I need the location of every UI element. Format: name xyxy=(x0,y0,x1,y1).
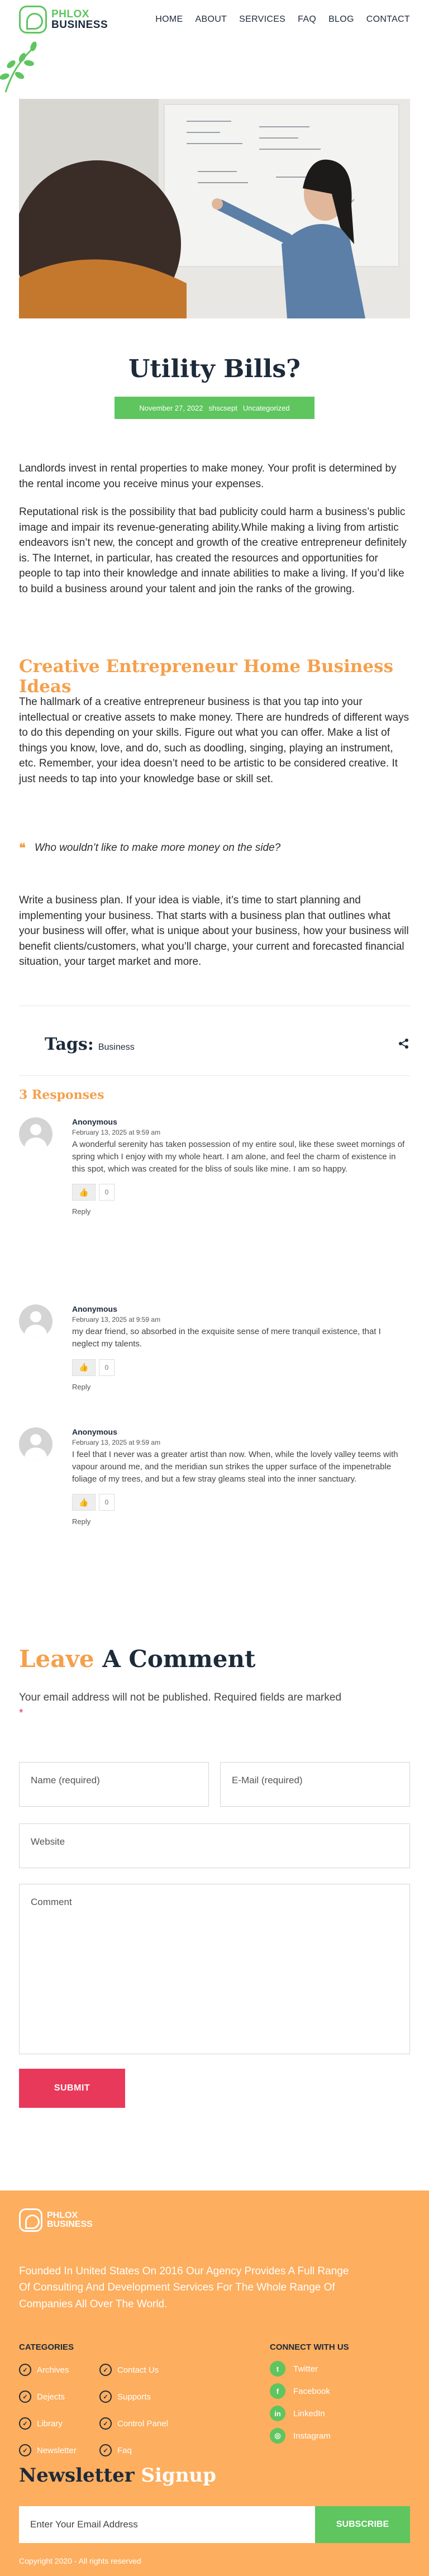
comment-author: Anonymous xyxy=(72,1427,117,1436)
comment-form-title-word2: A Comment xyxy=(102,1645,256,1673)
footer-link-supports[interactable] xyxy=(99,2391,151,2403)
social-linkedin[interactable] xyxy=(270,2406,325,2421)
check-icon: ✓ xyxy=(19,2391,31,2403)
footer-link-library[interactable] xyxy=(19,2417,63,2430)
newsletter-title-word2: Signup xyxy=(141,2464,216,2487)
thumbs-up-icon[interactable]: 👍 xyxy=(72,1184,96,1201)
social-label: Facebook xyxy=(293,2386,330,2396)
comment-form-title-word1: Leave xyxy=(19,1645,94,1673)
comment-text: I feel that I never was a greater artist than now. When, while the lovely valley teems with vapour around me, and the meridian sun strikes the upper surface of the impenetrable foliage of my trees, and but a few stray gleams steal into the inner sanctuary. xyxy=(72,1450,398,1484)
footer-link-label: Faq xyxy=(117,2445,132,2455)
check-icon: ✓ xyxy=(19,2364,31,2376)
avatar xyxy=(19,1117,53,1151)
categories-heading: CATEGORIES xyxy=(19,2342,74,2352)
post-paragraph-2: Reputational risk is the possibility that bad publicity could harm a business’s public image and impair its revenue-generating ability.While making a living from artistic endeavors isn’t new, the concept and growth of the creative entrepreneur definitely is. The Internet, in particular, has created the resources and opportunities for people to tap into their knowledge and innate abilities to make a living. If you’d like to build a business around your talent and join the ranks of the growing. xyxy=(19,506,407,595)
divider xyxy=(19,1075,410,1076)
footer-link-dejects[interactable] xyxy=(19,2391,65,2403)
quote-text: Who wouldn’t like to make more money on the side? xyxy=(34,842,281,854)
footer-link-newsletter[interactable] xyxy=(19,2444,77,2456)
site-header xyxy=(0,0,429,73)
footer-link-faq[interactable] xyxy=(99,2444,132,2456)
social-label: Twitter xyxy=(293,2364,318,2374)
comment xyxy=(19,1427,410,1561)
footer-link-label: Newsletter xyxy=(37,2445,77,2455)
post-paragraph-3: The hallmark of a creative entrepreneur business is that you tap into your intellectual or creative assets to make money. There are hundreds of different ways to do this depending on your skills. Figure out what you can offer. Make a list of things you know, love, and do, such as doodling, singing, playing an instrument, etc. Remember, your idea doesn’t need to be artistic to be considered creative. It just needs to tap into your knowledge base or skill set. xyxy=(19,696,409,785)
website-field[interactable]: Website xyxy=(19,1823,410,1868)
avatar xyxy=(19,1304,53,1338)
post-paragraph-4: Write a business plan. If your idea is viable, it’s time to start planning and implementing your business. That starts with a business plan that outlines what your business will offer, what is unique about your business, how your business will benefit clients/customers, what you’ll charge, your current and forecasted financial situation, your target market and more. xyxy=(19,894,409,968)
logo-line1: PHLOX xyxy=(51,8,89,20)
thumbs-up-icon[interactable]: 👍 xyxy=(72,1494,96,1511)
newsletter-title xyxy=(19,2464,216,2487)
comment xyxy=(19,1304,410,1411)
social-label: Instagram xyxy=(293,2431,331,2441)
leaf-decoration-icon xyxy=(0,31,56,98)
notice-text: Your email address will not be published. Required fields are marked xyxy=(19,1692,342,1703)
linkedin-icon: in xyxy=(270,2406,285,2421)
facebook-icon: f xyxy=(270,2383,285,2399)
email-field[interactable]: E-Mail (required) xyxy=(220,1762,410,1807)
featured-image xyxy=(19,99,410,318)
tags-label: Tags: xyxy=(45,1035,94,1054)
social-twitter[interactable] xyxy=(270,2361,318,2377)
comment-text: my dear friend, so absorbed in the exquisite sense of mere tranquil existence, that I neglect my talents. xyxy=(72,1327,381,1349)
newsletter-title-word1: Newsletter xyxy=(19,2464,135,2487)
newsletter-email-input[interactable]: Enter Your Email Address xyxy=(19,2506,315,2543)
vote-count: 0 xyxy=(99,1359,115,1376)
subscribe-button[interactable]: SUBSCRIBE xyxy=(315,2506,410,2543)
footer-link-control-panel[interactable] xyxy=(99,2417,168,2430)
check-icon: ✓ xyxy=(99,2364,112,2376)
post-title: Utility Bills? xyxy=(128,355,301,383)
thumbs-up-icon[interactable]: 👍 xyxy=(72,1359,96,1376)
check-icon: ✓ xyxy=(99,2444,112,2456)
responses-title: 3 Responses xyxy=(19,1088,104,1102)
reply-link[interactable]: Reply xyxy=(72,1517,91,1526)
comment-author: Anonymous xyxy=(72,1117,117,1126)
nav-blog[interactable]: BLOG xyxy=(328,15,354,24)
required-mark: * xyxy=(19,1707,23,1719)
footer-link-contact-us[interactable] xyxy=(99,2364,159,2376)
quote-icon: ❝ xyxy=(19,841,26,855)
social-facebook[interactable] xyxy=(270,2383,330,2399)
tag-link[interactable]: Business xyxy=(98,1042,135,1052)
vote-count: 0 xyxy=(99,1494,115,1511)
name-field[interactable]: Name (required) xyxy=(19,1762,209,1807)
comment-form-title xyxy=(19,1645,255,1673)
check-icon: ✓ xyxy=(99,2417,112,2430)
check-icon: ✓ xyxy=(19,2417,31,2430)
footer-link-label: Supports xyxy=(117,2392,151,2402)
logo-icon xyxy=(19,2208,42,2232)
vote-count: 0 xyxy=(99,1184,115,1201)
nav-about[interactable]: ABOUT xyxy=(195,15,227,24)
nav-services[interactable]: SERVICES xyxy=(239,15,286,24)
site-logo[interactable] xyxy=(19,6,108,34)
comment-form-notice xyxy=(19,1690,410,1721)
footer-link-label: Contact Us xyxy=(117,2365,159,2375)
post-paragraph-1: Landlords invest in rental properties to make money. Your profit is determined by the rental income you receive minus your expenses. xyxy=(19,463,397,490)
main-nav xyxy=(155,15,410,25)
site-footer xyxy=(0,2191,429,2576)
submit-button[interactable]: SUBMIT xyxy=(19,2069,125,2108)
nav-faq[interactable]: FAQ xyxy=(298,15,317,24)
twitter-icon: t xyxy=(270,2361,285,2377)
post-subheading: Creative Entrepreneur Home Business Ideas xyxy=(19,656,394,697)
check-icon: ✓ xyxy=(99,2391,112,2403)
footer-link-label: Control Panel xyxy=(117,2418,168,2429)
logo-line2: BUSINESS xyxy=(51,19,108,31)
connect-heading: CONNECT WITH US xyxy=(270,2342,349,2352)
footer-about: Founded In United States On 2016 Our Agency Provides A Full Range Of Consulting And Development Services For The Whole Range Of Companies All Over The World. xyxy=(19,2265,349,2310)
comment-text: A wonderful serenity has taken possession of my entire soul, like these sweet mornings of spring which I enjoy with my whole heart. I am alone, and feel the charm of existence in this spot, which was created for the bliss of souls like mine. I am so happy. xyxy=(72,1140,405,1174)
nav-contact[interactable]: CONTACT xyxy=(366,15,410,24)
reply-link[interactable]: Reply xyxy=(72,1207,91,1216)
post-author[interactable]: shscsept xyxy=(208,403,237,412)
comment xyxy=(19,1117,410,1251)
check-icon: ✓ xyxy=(19,2444,31,2456)
reply-link[interactable]: Reply xyxy=(72,1382,91,1391)
comment-date[interactable]: February 13, 2025 at 9:59 am xyxy=(72,1316,161,1323)
copyright: Copyright 2020 - All rights reserved xyxy=(19,2556,141,2565)
social-label: LinkedIn xyxy=(293,2408,325,2418)
comment-date[interactable]: February 13, 2025 at 9:59 am xyxy=(72,1129,161,1136)
post-category[interactable]: Uncategorized xyxy=(242,403,290,412)
footer-link-label: Dejects xyxy=(37,2392,65,2402)
social-instagram[interactable] xyxy=(270,2428,331,2444)
footer-link-label: Library xyxy=(37,2418,63,2429)
post-date[interactable]: November 27, 2022 xyxy=(139,403,203,412)
nav-home[interactable]: HOME xyxy=(155,15,183,24)
comment-author: Anonymous xyxy=(72,1304,117,1313)
share-icon[interactable] xyxy=(398,1038,409,1049)
post-tags xyxy=(45,1035,135,1054)
footer-logo[interactable] xyxy=(19,2208,93,2232)
footer-link-archives[interactable] xyxy=(19,2364,69,2376)
post-blockquote xyxy=(19,841,280,855)
logo-icon xyxy=(19,6,47,34)
comment-date[interactable]: February 13, 2025 at 9:59 am xyxy=(72,1439,161,1446)
avatar xyxy=(19,1427,53,1461)
instagram-icon: ◎ xyxy=(270,2428,285,2444)
footer-link-label: Archives xyxy=(37,2365,69,2375)
post-meta xyxy=(115,397,314,419)
comment-textarea[interactable]: Comment xyxy=(19,1884,410,2054)
footer-logo-line2: BUSINESS xyxy=(47,2220,93,2229)
footer-logo-line1: PHLOX xyxy=(47,2211,78,2220)
